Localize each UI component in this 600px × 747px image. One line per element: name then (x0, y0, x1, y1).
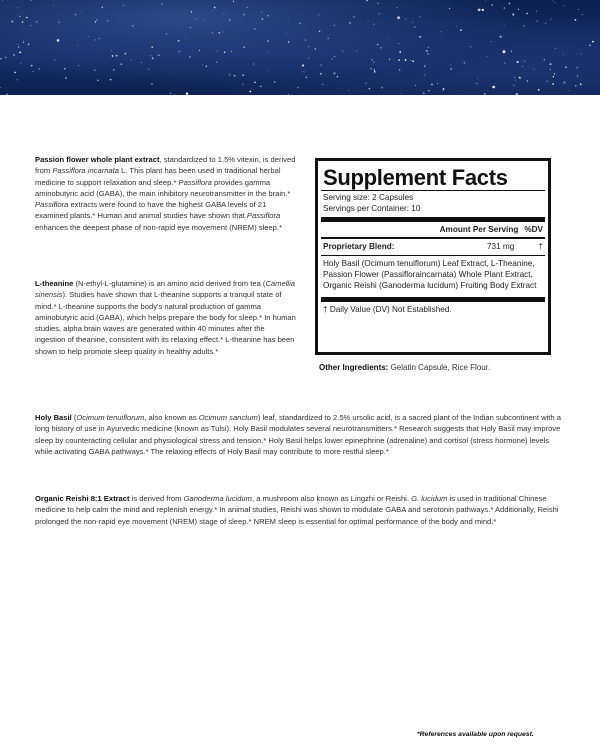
star (461, 90, 462, 91)
star (547, 81, 548, 82)
proprietary-blend-amount: 731 mg (487, 242, 515, 251)
star (399, 51, 401, 53)
star (150, 55, 151, 56)
star (426, 50, 428, 52)
star (565, 66, 567, 68)
star (492, 4, 493, 5)
star (514, 77, 515, 78)
star (527, 80, 528, 81)
star (371, 59, 372, 60)
star (110, 79, 112, 81)
l-theanine-heading: L-theanine (35, 279, 74, 288)
passion-flower-heading: Passion flower whole plant extract (35, 155, 160, 164)
star (575, 19, 577, 21)
star (185, 37, 186, 38)
star (337, 76, 338, 77)
star (13, 54, 14, 55)
star (111, 50, 112, 51)
star (31, 65, 33, 67)
proprietary-blend-dv: † (538, 242, 543, 251)
star (576, 67, 578, 69)
star (349, 22, 350, 23)
daily-value-note: † Daily Value (DV) Not Established. (323, 305, 452, 315)
star (58, 22, 59, 23)
star (582, 14, 583, 15)
star (400, 93, 401, 94)
star (509, 3, 511, 5)
star (456, 26, 457, 27)
star (366, 0, 368, 1)
star (95, 21, 96, 22)
star (288, 21, 289, 22)
star (449, 8, 450, 9)
star (302, 64, 304, 66)
serving-size: Serving size: 2 Capsules (323, 193, 414, 202)
star (569, 90, 570, 91)
star (23, 42, 24, 43)
star (412, 60, 414, 62)
star (428, 90, 429, 91)
other-ingredients-label: Other Ingredients: (319, 363, 389, 372)
stars-decoration (0, 0, 600, 95)
star (440, 31, 441, 32)
star (234, 75, 236, 77)
star (419, 36, 421, 38)
star (166, 33, 167, 34)
star (267, 70, 268, 71)
amount-per-serving-header: Amount Per Serving %DV (439, 225, 543, 234)
star (419, 16, 420, 17)
star (267, 15, 268, 16)
star (504, 26, 505, 27)
star (308, 46, 309, 47)
star (297, 87, 299, 89)
star (249, 91, 251, 93)
star (102, 7, 103, 8)
star (112, 55, 114, 57)
star (460, 29, 462, 31)
star (262, 18, 263, 19)
star (318, 14, 319, 15)
star (88, 36, 89, 37)
star (575, 85, 576, 86)
star (470, 46, 471, 47)
star (518, 9, 519, 10)
star (424, 75, 425, 76)
star (476, 83, 478, 85)
star (377, 3, 378, 4)
star (334, 56, 335, 57)
star (517, 61, 519, 63)
star (53, 5, 54, 6)
star (389, 59, 390, 60)
servings-per-container: Servings per Container: 10 (323, 203, 421, 213)
star (526, 13, 528, 15)
star (5, 56, 7, 58)
star (308, 58, 309, 59)
star (113, 69, 115, 71)
passion-flower-paragraph: Passion flower whole plant extract, standardized to 1.5% vitexin, is derived from Passiflora incarnata L. This plant has been used in traditional herbal medicine to support relaxation and sleep.* Passiflora provides gamma aminobutyric acid (GABA), the main inhibitory neurotransmitter in the brain.* Passiflora extracts were found to have the highest GABA levels of 21 examined plants.* Human and animal studies have shown that Passiflora enhances the deepest phase of non-rapid eye movement (NREM) sleep.* (35, 155, 296, 232)
star (132, 25, 134, 27)
star (581, 53, 582, 54)
star (332, 58, 333, 59)
star (28, 43, 30, 45)
star (442, 90, 443, 91)
star (414, 27, 415, 28)
star (274, 81, 275, 82)
star (503, 50, 506, 53)
star (99, 38, 100, 39)
star (328, 38, 329, 39)
star (57, 39, 60, 42)
star (299, 23, 301, 25)
star (11, 21, 13, 23)
star (515, 80, 516, 81)
star (216, 50, 217, 51)
star (370, 68, 372, 70)
star (450, 68, 451, 69)
star (428, 47, 429, 48)
star (322, 84, 323, 85)
star (33, 71, 35, 73)
star (519, 77, 520, 78)
star (78, 65, 79, 66)
star (123, 5, 124, 6)
star (242, 74, 243, 75)
star (563, 82, 565, 84)
star (211, 10, 212, 11)
star (412, 22, 413, 23)
star (544, 59, 545, 60)
star (18, 46, 19, 47)
star (254, 82, 256, 84)
night-sky-banner (0, 0, 600, 95)
star (232, 47, 233, 48)
star (492, 86, 495, 89)
star (247, 7, 248, 8)
star (125, 53, 127, 55)
star (514, 18, 515, 19)
star (218, 32, 220, 34)
star (554, 2, 555, 3)
star (484, 93, 485, 94)
star (398, 59, 400, 61)
star (580, 83, 582, 85)
star (443, 88, 445, 90)
star (306, 76, 308, 78)
star (536, 20, 538, 22)
star (141, 62, 142, 63)
holy-basil-paragraph: Holy Basil (Ocimum tenuiflorum, also known as Ocimum sanctum) leaf, standardized to 2.5% ursolic acid, is a sacred plant of the Indian subcontinent with a long history of use in Ayurvedic medicine (known as Tulsi). Holy Basil modulates several neurotransmitters.* Research suggests that Holy Basil may improve sleep by counteracting cellular and physiological stress and tension.* Holy Basil helps lower epinephrine (adrenaline) and cortisol (stress hormone) levels while activating GABA pathways.* The relaxing effects of Holy Basil may contribute to more restful sleep.* (35, 413, 561, 456)
star (499, 36, 501, 38)
star (39, 68, 40, 69)
star (504, 63, 505, 64)
star (148, 69, 149, 70)
star (152, 57, 154, 59)
star (303, 71, 305, 73)
star (369, 88, 371, 90)
star (551, 19, 552, 20)
star (524, 61, 525, 62)
star (81, 11, 82, 12)
star (14, 72, 16, 74)
star (522, 66, 523, 67)
star (511, 51, 512, 52)
star (333, 72, 335, 74)
star (563, 54, 564, 55)
star (555, 48, 556, 49)
star (206, 66, 207, 67)
star (130, 59, 131, 60)
star (288, 94, 289, 95)
star (418, 79, 419, 80)
star (216, 62, 217, 63)
star (463, 62, 465, 64)
star (415, 85, 416, 86)
other-ingredients-value: Gelatin Capsule, Rice Flour. (388, 363, 491, 372)
star (424, 66, 425, 67)
proprietary-blend-label: Proprietary Blend: (323, 242, 395, 251)
star (421, 69, 422, 70)
star (592, 41, 594, 43)
star (229, 74, 231, 76)
star (151, 46, 153, 48)
star (397, 16, 400, 19)
star (242, 84, 243, 85)
proprietary-blend-row (323, 239, 543, 255)
star (189, 56, 190, 57)
star (151, 83, 152, 84)
star (342, 51, 343, 52)
star (116, 55, 118, 57)
supplement-facts-title: Supplement Facts (323, 165, 508, 190)
star (477, 78, 478, 79)
star (64, 68, 65, 69)
organic-reishi-heading: Organic Reishi 8:1 Extract (35, 494, 130, 503)
star (478, 9, 481, 12)
star (212, 32, 213, 33)
star (577, 75, 578, 76)
star (261, 12, 262, 13)
star (26, 17, 28, 19)
star (431, 84, 432, 85)
star (179, 51, 181, 53)
star (17, 44, 18, 45)
star (286, 33, 287, 34)
star (533, 69, 534, 70)
holy-basil-heading: Holy Basil (35, 413, 72, 422)
star (204, 19, 205, 20)
star (158, 55, 159, 56)
star (178, 40, 180, 42)
star (554, 73, 555, 74)
star (17, 7, 18, 8)
star (244, 47, 245, 48)
star (30, 25, 31, 26)
star (223, 31, 224, 32)
star (165, 64, 166, 65)
divider (321, 190, 545, 191)
star (353, 16, 355, 18)
star (30, 0, 32, 1)
star (491, 41, 492, 42)
star (538, 89, 540, 91)
star (97, 79, 99, 81)
star (545, 23, 546, 24)
star (0, 87, 1, 88)
star (243, 14, 245, 16)
star (365, 82, 366, 83)
star (512, 13, 514, 15)
star (550, 63, 552, 65)
star (253, 63, 254, 64)
star (6, 94, 7, 95)
star (427, 53, 429, 55)
star (405, 19, 406, 20)
star (398, 43, 399, 44)
star (552, 0, 553, 1)
supplement-facts-panel (315, 158, 551, 355)
star (487, 56, 488, 57)
star (564, 5, 565, 6)
star (214, 7, 216, 9)
star (381, 87, 383, 89)
star (19, 51, 21, 53)
star (190, 27, 191, 28)
star (553, 76, 554, 77)
star (423, 92, 424, 93)
star (320, 73, 322, 75)
star (377, 44, 379, 46)
star (356, 50, 357, 51)
star (405, 59, 407, 61)
star (170, 93, 171, 94)
star (174, 94, 175, 95)
star (267, 40, 268, 41)
star (16, 79, 17, 80)
star (589, 45, 590, 46)
star (437, 83, 438, 84)
star (229, 19, 230, 20)
star (396, 7, 398, 9)
star (260, 86, 262, 88)
star (75, 14, 76, 15)
star (367, 21, 368, 22)
star (315, 48, 316, 49)
star (36, 21, 38, 23)
blend-ingredients: Holy Basil (Ocimum tenuiflorum) Leaf Extract, L-Theanine, Passion Flower (Passifloraincarnata) Whole Plant Extract, Organic Reishi (Ganoderma lucidum) Fruiting Body Extract (323, 259, 537, 290)
star (2, 0, 3, 1)
l-theanine-paragraph: L-theanine (N-ethyl-L-glutamine) is an amino acid derived from tea (Camellia sinensis). Studies have shown that L-theanine supports a tranquil state of mind.* L-theanine supports the body's natural production of gamma aminobutyric acid (GABA), which helps prepare the body for sleep.* In human studies, alpha brain waves are generated within 40 minutes after the ingestion of theanine, consistent with its relaxing effect.* L-theanine has been shown to help promote sleep quality in healthy adults.* (35, 279, 296, 356)
star (304, 39, 306, 41)
star (524, 25, 525, 26)
star (0, 58, 2, 60)
star (22, 12, 23, 13)
star (349, 90, 350, 91)
star (503, 7, 504, 8)
references-note: *References available upon request. (417, 731, 534, 738)
star (485, 0, 486, 1)
star (22, 21, 24, 23)
star (94, 70, 95, 71)
other-ingredients (319, 363, 490, 372)
star (373, 61, 375, 63)
star (410, 60, 411, 61)
star (435, 32, 436, 33)
star (65, 77, 67, 79)
star (199, 50, 200, 51)
star (374, 69, 375, 70)
star (536, 11, 537, 12)
star (288, 41, 290, 43)
star (186, 92, 189, 95)
star (94, 39, 95, 40)
star (224, 52, 225, 53)
star (202, 64, 203, 65)
star (379, 13, 380, 14)
star (233, 1, 234, 2)
star (96, 19, 97, 20)
star (515, 93, 518, 95)
star (231, 50, 232, 51)
star (161, 3, 162, 4)
star (223, 13, 224, 14)
star (19, 16, 21, 18)
star (552, 83, 554, 85)
star (77, 45, 78, 46)
star (450, 64, 451, 65)
star (482, 9, 484, 11)
star (513, 85, 514, 86)
organic-reishi-paragraph: Organic Reishi 8:1 Extract is derived from Ganoderma lucidum, a mushroom also known as Lingzhi or Reishi. G. lucidum is used in traditional Chinese medicine to help calm the mind and replenish energy.* In animal studies, Reishi was shown to modulate GABA and serotonin pathways.* Additionally, Reishi prolonged the non-rapid eye movement (NREM) stage of sleep.* NREM sleep is essential for optimal performance of the body and mind.* (35, 494, 559, 526)
star (54, 60, 55, 61)
star (374, 71, 376, 73)
star (107, 20, 108, 21)
star (549, 69, 551, 71)
star (399, 69, 400, 70)
star (380, 47, 381, 48)
star (373, 24, 374, 25)
star (334, 25, 335, 26)
star (196, 19, 197, 20)
star (191, 11, 192, 12)
star (268, 52, 269, 53)
star (321, 65, 322, 66)
star (20, 62, 21, 63)
star (319, 31, 321, 33)
star (254, 28, 256, 30)
star (121, 63, 122, 64)
star (23, 41, 24, 42)
star (389, 38, 390, 39)
star (578, 9, 579, 10)
